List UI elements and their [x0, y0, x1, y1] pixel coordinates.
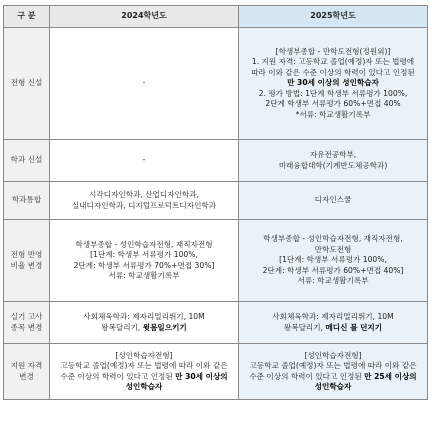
cell-line: [52, 323, 236, 333]
row-label: 학과통합: [4, 182, 50, 220]
cell-line: 만학도전형: [314, 244, 352, 254]
cell-line: 1. 지원 자격: 고등학교 졸업(예정)자 또는 법령에: [251, 57, 415, 67]
row-label: 전형 반영 비율 변경: [4, 220, 50, 302]
table-row: [4, 344, 428, 400]
cell-2025: [239, 344, 428, 400]
cell-line: 사회체육학과: 제자리멀리뛰기, 10M: [272, 312, 394, 322]
cell-2025: [239, 28, 428, 140]
cell-2024: [50, 344, 239, 400]
table-row: [4, 182, 428, 220]
cell-line: [52, 372, 236, 382]
cell-line: *서류: 학교생활기록부: [295, 109, 371, 119]
cell-2025: [239, 302, 428, 344]
cell-line: 고등학교 졸업(예정)자 또는 법령에 따라 이와 같은: [249, 361, 417, 371]
cell-line-text: 수준 이상의 학력이 있다고 인정된: [249, 371, 365, 381]
table-row: [4, 220, 428, 302]
cell-line-bold: 성인학습자: [314, 381, 352, 391]
cell-line-bold: 윗몸일으키기: [142, 322, 187, 332]
cell-line: 미래융합대학(기계반도체공학과): [278, 160, 388, 170]
cell-line: 서류: 학교생활기록부: [297, 276, 369, 286]
cell-line: [1단계: 학생부 서류평가 100%,: [90, 250, 198, 260]
row-label: 지원 자격 변경: [4, 344, 50, 400]
header-2025: 2025학년도: [239, 6, 428, 28]
cell-line: 따라 이와 같은 수준 이상의 학력이 있다고 인정된: [251, 67, 415, 77]
header-category: 구 분: [4, 6, 50, 28]
cell-2024: [50, 182, 239, 220]
cell-2024: [50, 302, 239, 344]
cell-2025: [239, 220, 428, 302]
cell-line-bold: 성인학습자: [125, 381, 163, 391]
table-row: [4, 140, 428, 182]
cell-line-bold: 만 30세 이상의: [175, 371, 228, 381]
cell-line: [1단계: 학생부 서류평가 100%,: [279, 255, 387, 265]
cell-line: [성인학습자전형]: [115, 350, 173, 360]
admission-changes-table: [3, 5, 428, 400]
cell-line: 시각디자인학과, 산업디자인학과,: [89, 190, 199, 200]
cell-2024: [50, 28, 239, 140]
cell-line: 서류: 학교생활기록부: [108, 270, 180, 280]
cell-text: 디자인스쿨: [314, 195, 352, 205]
cell-2025: [239, 182, 428, 220]
cell-line-bold: 만 25세 이상의: [364, 371, 417, 381]
cell-2025: [239, 140, 428, 182]
row-label: 실기 고사 종목 변경: [4, 302, 50, 344]
cell-line: 2단계: 학생부 서류평가 60%+면접 40%]: [262, 265, 404, 275]
cell-line: 실내디자인학과, 디지털프로덕트디자인학과: [71, 200, 217, 210]
cell-line-bold: 만 30세 이상의 성인학습자: [287, 78, 379, 88]
cell-line: 고등학교 졸업(예정)자 또는 법령에 따라 이와 같은: [60, 361, 228, 371]
cell-2024: [50, 220, 239, 302]
cell-line: 2단계 학생부 서류평가 60%+면접 40%: [265, 99, 401, 109]
table-row: [4, 302, 428, 344]
cell-line: 자유전공학부,: [309, 150, 357, 160]
cell-line: [성인학습자전형]: [304, 350, 362, 360]
cell-text: -: [142, 78, 146, 88]
cell-line-text: 왕복달리기,: [101, 322, 143, 332]
row-label: 학과 신설: [4, 140, 50, 182]
cell-line-bold: 메디신 볼 던지기: [325, 322, 383, 332]
cell-line-text: 수준 이상의 학력이 있다고 인정된: [60, 371, 176, 381]
cell-text: -: [142, 155, 146, 165]
cell-line: [241, 372, 425, 382]
header-2024: 2024학년도: [50, 6, 239, 28]
cell-line: 학생부종합 - 성인학습자전형, 재직자전형,: [263, 234, 403, 244]
cell-line: [학생부종합 - 만학도전형(정원외)]: [275, 47, 391, 57]
cell-line: 2. 평가 방법: 1단계 학생부 서류평가 100%,: [258, 88, 408, 98]
table-header-row: [4, 6, 428, 28]
row-label: 전형 신설: [4, 28, 50, 140]
table-row: [4, 28, 428, 140]
cell-line: [241, 323, 425, 333]
cell-2024: [50, 140, 239, 182]
cell-line: 2단계: 학생부 서류평가 70%+면접 30%]: [73, 260, 215, 270]
cell-line-text: 왕복달리기,: [283, 322, 326, 332]
cell-line: 학생부종합 - 성인학습자전형, 재직자전형: [75, 239, 213, 249]
cell-line: 사회체육학과: 제자리멀리뛰기, 10M: [83, 312, 205, 322]
